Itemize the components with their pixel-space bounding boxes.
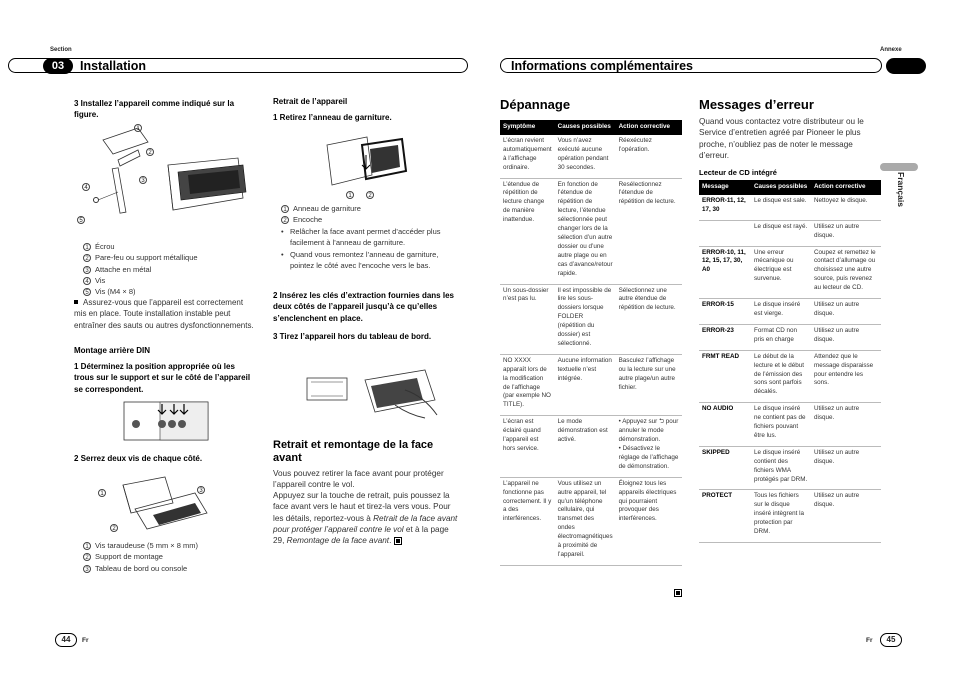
callout-3b: 3	[197, 481, 209, 499]
cell-symptom: L’appareil ne fonctionne pas correctement. Il y a des interférences.	[500, 477, 555, 565]
lang-code-right: Fr	[866, 637, 873, 644]
cell-cause: Le disque est rayé.	[751, 220, 811, 246]
table-row	[500, 416, 682, 477]
rear-step2: 2 Serrez deux vis de chaque côté.	[74, 454, 203, 463]
cell-action: Resélectionnez l’étendue de répétition de lecture.	[616, 178, 682, 284]
cell-cause: Le disque inséré ne contient pas de fichiers pouvant être lus.	[751, 403, 811, 447]
callout-1b: 1	[98, 484, 110, 502]
cell-cause: En fonction de l’étendue de répétition de lecture, l’étendue sélectionnée peut changer lors de la sélection d’un autre dossier ou d’une autre plage ou en cas d’avance/retour rapide.	[555, 178, 616, 284]
section-label: Section	[50, 47, 72, 53]
cell-message: NO AUDIO	[699, 403, 751, 447]
col-header: Message	[699, 180, 751, 195]
col-header: Action corrective	[811, 180, 881, 195]
cell-action: Utilisez un autre disque.	[811, 403, 881, 447]
table-row	[500, 477, 682, 565]
note-paragraph: Assurez-vous que l’appareil est correctement mis en place. Toute installation instable peut entraîner des sauts ou autres dysfonctionnements.	[74, 298, 254, 330]
removal-bullets	[281, 226, 453, 271]
legend-item: 1 Vis taraudeuse (5 mm × 8 mm)	[83, 540, 198, 551]
cell-cause: Le début de la lecture et le début de l’émission des sons sont parfois décalés.	[751, 350, 811, 403]
callout-2: 2	[146, 143, 158, 161]
callout-4: 4	[82, 178, 94, 196]
legend-item: 2 Support de montage	[83, 551, 198, 562]
cell-action: Réexécutez l’opération.	[616, 135, 682, 178]
legend-item: 4 Vis	[83, 275, 198, 286]
cell-action: Utilisez un autre disque.	[811, 446, 881, 490]
legend-item: 1 Anneau de garniture	[281, 203, 361, 214]
depannage-table	[500, 120, 682, 566]
end-mark-right	[674, 584, 682, 602]
page-title-right: Informations complémentaires	[511, 59, 693, 73]
cd-subtitle: Lecteur de CD intégré	[699, 168, 777, 177]
removal-step2: 2 Insérez les clés d’extraction fournies dans les deux côtés de l’appareil jusqu’à ce qu’elles s’enclenchent en place.	[273, 291, 454, 323]
cell-message: ERROR-10, 11, 12, 15, 17, 30, A0	[699, 246, 751, 299]
removal-legend	[281, 203, 361, 226]
col-header: Causes possibles	[751, 180, 811, 195]
cell-message: ERROR-15	[699, 299, 751, 325]
end-mark-icon	[674, 589, 682, 597]
cell-message: SKIPPED	[699, 446, 751, 490]
cell-cause: Vous utilisez un autre appareil, tel qu’un téléphone cellulaire, qui transmet des ondes électromagnétiques à proximité de l’appareil.	[555, 477, 616, 565]
messages-title: Messages d’erreur	[699, 97, 814, 112]
table-header-row	[500, 120, 682, 135]
page-number-right: 45	[880, 633, 902, 647]
install-figure	[78, 120, 258, 230]
cell-cause: Il est impossible de lire les sous-dossiers lorsque FOLDER (répétition du dossier) est sélectionné.	[555, 284, 616, 354]
table-row	[699, 220, 881, 246]
table-row	[500, 284, 682, 354]
cell-action: • Appuyez sur ⮌ pour annuler le mode démonstration. • Désactivez le réglage de l’affichage de démonstration.	[616, 416, 682, 477]
page-number-left: 44	[55, 633, 77, 647]
cell-action: Utilisez un autre disque.	[811, 299, 881, 325]
cell-cause: Le disque est sale.	[751, 195, 811, 220]
messages-intro: Quand vous contactez votre distributeur ou le Service d’entretien agréé par Pioneer le plus proche, n’oubliez pas de noter le message d’erreur.	[699, 117, 864, 160]
col-header: Action corrective	[616, 120, 682, 135]
callout-2c: 2	[366, 186, 378, 204]
legend-item: 2 Encoche	[281, 214, 361, 225]
cell-action: Éloignez tous les appareils électriques qui pourraient provoquer des interférences.	[616, 477, 682, 565]
table-row	[699, 490, 881, 543]
table-row	[699, 195, 881, 220]
cell-cause: Une erreur mécanique ou électrique est survenue.	[751, 246, 811, 299]
cell-symptom: L’écran revient automatiquement à l’affichage ordinaire.	[500, 135, 555, 178]
section-number: 03	[43, 58, 73, 74]
cell-message: FRMT READ	[699, 350, 751, 403]
removal-step3: 3 Tirez l’appareil hors du tableau de bord.	[273, 332, 432, 341]
table-row	[699, 403, 881, 447]
fig1-legend	[83, 241, 198, 297]
end-mark-icon	[394, 537, 402, 545]
table-header-row	[699, 180, 881, 195]
cell-symptom: L’étendue de répétition de lecture change de manière inattendue.	[500, 178, 555, 284]
legend-item: 1 Écrou	[83, 241, 198, 252]
legend-item: 5 Vis (M4 × 8)	[83, 286, 198, 297]
cell-cause: Le disque inséré est vierge.	[751, 299, 811, 325]
callout-1: 1	[134, 124, 146, 132]
header-tab-right	[886, 58, 926, 74]
legend-item: 3 Attache en métal	[83, 264, 198, 275]
depannage-title: Dépannage	[500, 97, 571, 112]
cell-message: PROTECT	[699, 490, 751, 543]
callout-2b: 2	[110, 519, 122, 537]
cell-cause: Vous n’avez exécuté aucune opération pendant 30 secondes.	[555, 135, 616, 178]
rear-din-title: Montage arrière DIN	[74, 346, 151, 355]
page-title-left: Installation	[80, 59, 146, 73]
cell-cause: Le mode démonstration est activé.	[555, 416, 616, 477]
callout-3: 3	[139, 171, 151, 189]
cell-message	[699, 220, 751, 246]
cell-cause: Format CD non pris en charge	[751, 324, 811, 350]
table-row	[699, 350, 881, 403]
cell-cause: Aucune information textuelle n’est intégrée.	[555, 354, 616, 415]
bullet-item: • Relâcher la face avant permet d’accéder plus facilement à l’anneau de garniture.	[281, 226, 453, 249]
cell-cause: Le disque inséré contient des fichiers WMA protégés par DRM.	[751, 446, 811, 490]
cell-message: ERROR-23	[699, 324, 751, 350]
legend-item: 3 Tableau de bord ou console	[83, 563, 198, 574]
step3-title: 3 Installez l’appareil comme indiqué sur la figure.	[74, 99, 235, 120]
rear-step1: 1 Déterminez la position appropriée où les trous sur le support et sur le côté de l’appareil se correspondent.	[74, 362, 251, 394]
cell-action: Nettoyez le disque.	[811, 195, 881, 220]
cell-symptom: L’écran est éclairé quand l’appareil est hors service.	[500, 416, 555, 477]
table-row	[500, 135, 682, 178]
cell-symptom: NO XXXX apparaît lors de la modification de l’affichage (par exemple NO TITLE).	[500, 354, 555, 415]
cell-action: Sélectionnez une autre étendue de répétition de lecture.	[616, 284, 682, 354]
table-row	[500, 354, 682, 415]
cell-action: Utilisez un autre disque.	[811, 490, 881, 543]
cell-cause: Tous les fichiers sur le disque inséré intègrent la protection par DRM.	[751, 490, 811, 543]
cell-message: ERROR-11, 12, 17, 30	[699, 195, 751, 220]
table-row	[699, 246, 881, 299]
table-row	[699, 324, 881, 350]
bullet-item: • Quand vous remontez l’anneau de garniture, pointez le côté avec l’encoche vers le bas.	[281, 249, 453, 272]
col-header: Symptôme	[500, 120, 555, 135]
removal-title: Retrait de l’appareil	[273, 97, 348, 106]
table-row	[699, 299, 881, 325]
col-header: Causes possibles	[555, 120, 616, 135]
lang-code-left: Fr	[82, 637, 89, 644]
removal-step1: 1 Retirez l’anneau de garniture.	[273, 113, 392, 122]
callout-1c: 1	[346, 186, 358, 204]
header-bar-left	[8, 58, 468, 73]
cell-action: Utilisez un autre disque.	[811, 220, 881, 246]
faceplate-title: Retrait et remontage de la face avant	[273, 439, 434, 464]
language-tab-label: Français	[896, 172, 906, 207]
extraction-figure	[305, 360, 445, 422]
holes-figure	[122, 400, 210, 442]
note-square-icon	[74, 300, 78, 304]
cell-symptom: Un sous-dossier n’est pas lu.	[500, 284, 555, 354]
language-side-tab	[880, 163, 918, 171]
table-row	[500, 178, 682, 284]
cell-action: Basculez l’affichage ou la lecture sur une autre plage/un autre fichier.	[616, 354, 682, 415]
cell-action: Attendez que le message disparaisse pour entendre les sons.	[811, 350, 881, 403]
messages-table	[699, 180, 881, 543]
table-row	[699, 446, 881, 490]
fig3-legend	[83, 540, 198, 574]
faceplate-p1: Vous pouvez retirer la face avant pour protéger l’appareil contre le vol.	[273, 469, 444, 490]
callout-5: 5	[77, 211, 89, 229]
cell-action: Utilisez un autre disque.	[811, 324, 881, 350]
legend-item: 2 Pare-feu ou support métallique	[83, 252, 198, 263]
cell-action: Coupez et remettez le contact d’allumage ou choisissez une autre source, puis revenez au lecteur de CD.	[811, 246, 881, 299]
annex-label: Annexe	[880, 47, 902, 53]
faceplate-p2: Appuyez sur la touche de retrait, puis poussez la face avant vers le haut et tirez-la vers vous. Pour les détails, reportez-vous à Retrait de la face avant pour protéger l’appareil contre le vol et à la page 29, Remontage de la face avant.	[273, 491, 458, 546]
